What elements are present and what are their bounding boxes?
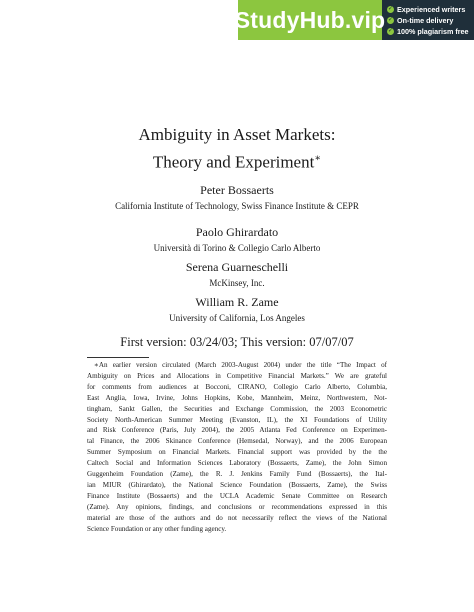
author-affiliation: University of California, Los Angeles <box>169 313 305 323</box>
footnote-line: Finance Institute (Bossaerts) and the UCLA Academic Senate Committee on Research <box>87 491 387 500</box>
footnote-line: Guggenheim Foundation (Zame), the R. J. Jenkins Family Fund (Bossaerts), the Ital- <box>87 470 387 479</box>
title-line-2 <box>0 147 474 175</box>
author-name: Peter Bossaerts <box>200 183 274 197</box>
version-dates: First version: 03/24/03; This version: 07/07/07 <box>120 335 354 349</box>
footnote-line: tingham, Sankt Gallen, the Securities and Exchange Commission, the 2003 Econometric <box>87 404 387 413</box>
banner-feature-text: Experienced writers <box>397 4 466 14</box>
footnote-line: Caltech Social and Information Sciences Laboratory (Bossaerts, Zame), the John Simon <box>87 459 387 468</box>
author-affiliation: California Institute of Technology, Swiss Finance Institute & CEPR <box>115 201 359 211</box>
footnote-line: Society North-American Summer Meeting (Evanston, IL), the XI Foundations of Utility <box>87 415 387 424</box>
title-line-2-text: Theory and Experiment <box>152 152 315 172</box>
check-icon: ✓ <box>387 5 394 12</box>
banner-feature-list <box>382 4 474 37</box>
banner-feature <box>387 4 474 15</box>
author-affiliation: McKinsey, Inc. <box>209 278 265 288</box>
author-block <box>0 183 474 212</box>
check-icon: ✓ <box>387 27 394 34</box>
title-line-1: Ambiguity in Asset Markets: <box>138 125 336 144</box>
author-name: Paolo Ghirardato <box>195 225 279 239</box>
footnote-line: and Risk Conference (Paris, July 2004), the 2005 Atlanta Fed Conference on Experimen- <box>87 426 387 435</box>
footnote <box>87 360 387 535</box>
footnote-line: East Anglia, Iowa, Irvine, Johns Hopkins, Kobe, Mannheim, Meinz, Northwestern, Not- <box>87 393 387 402</box>
title-footnote-mark: ∗ <box>314 153 322 164</box>
check-icon: ✓ <box>387 16 394 23</box>
banner-feature-text: On-time delivery <box>397 15 454 25</box>
paper-title <box>0 123 474 175</box>
footnote-rule <box>87 357 149 358</box>
footnote-line: tal Finance, the 2006 Skinance Conference (Hemsedal, Norway), and the 2006 European <box>87 437 387 446</box>
author-name: Serena Guarneschelli <box>185 260 289 274</box>
banner-feature <box>387 15 474 26</box>
footnote-line: for comments from audiences at Bocconi, CIRANO, Collegio Carlo Alberto, Columbia, <box>87 382 387 391</box>
author-block <box>0 295 474 324</box>
author-affiliation: Università di Torino & Collegio Carlo Alberto <box>153 243 321 253</box>
banner-feature-text: 100% plagiarism free <box>397 26 469 36</box>
footnote-line: ∗An earlier version circulated (March 2003-August 2004) under the title “The Impact of <box>94 361 387 369</box>
footnote-line: material are those of the authors and do not necessarily reflect the views of the National <box>87 513 387 522</box>
banner-feature <box>387 26 474 37</box>
ad-banner[interactable] <box>234 0 474 40</box>
author-block <box>0 260 474 289</box>
studyhub-logo[interactable]: StudyHub.vip <box>238 0 382 40</box>
author-block <box>0 225 474 254</box>
footnote-line: Ambiguity on Prices and Allocations in Competitive Financial Markets.” We are grateful <box>87 371 387 380</box>
author-name: William R. Zame <box>195 295 279 309</box>
footnote-line: Science Foundation or any other funding agency. <box>87 524 227 533</box>
footnote-line: Summer Symposium on Financial Markets. Financial support was provided by the the <box>87 448 387 457</box>
footnote-line: (Zame). Any opinions, findings, and conclusions or recommendations expressed in this <box>87 502 387 511</box>
footnote-line: ian MIUR (Ghirardato), the National Science Foundation (Bossaerts, Zame), the Swiss <box>87 480 387 489</box>
